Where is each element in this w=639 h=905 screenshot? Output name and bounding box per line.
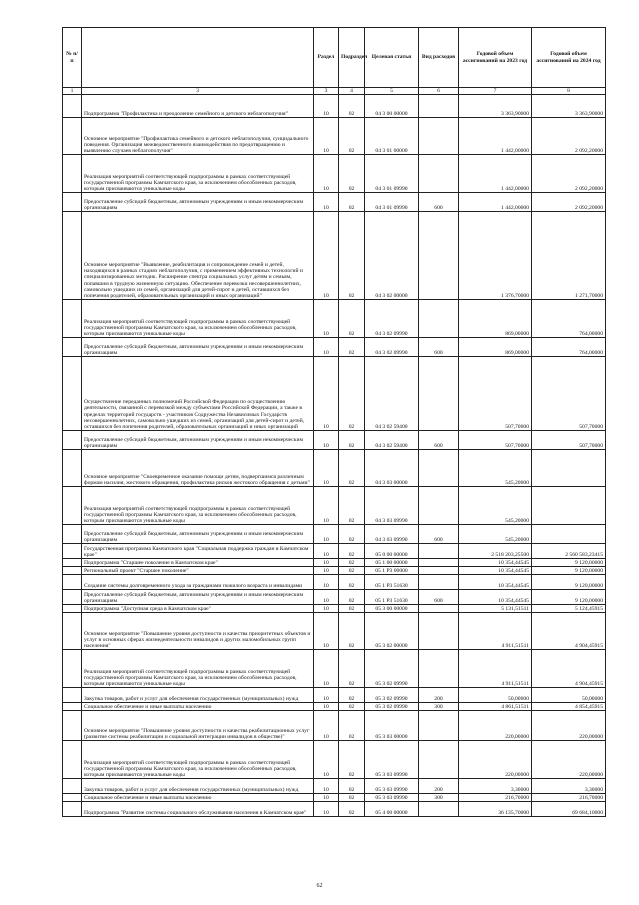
cell-num: [63, 567, 82, 575]
cell-num: [63, 212, 82, 300]
cell-code: 04 3 03 00000: [365, 450, 419, 487]
cell-num: [63, 300, 82, 338]
header-vid: Вид расходов: [419, 28, 459, 88]
cell-code: 04 3 02 09990: [365, 300, 419, 338]
cell-name: Подпрограмма "Доступная среда в Камчатском крае": [82, 605, 314, 613]
cell-code: 05 3 03 09990: [365, 794, 419, 802]
cell-razdel: 10: [314, 525, 339, 544]
table-row: [63, 544, 606, 559]
table-row: [63, 212, 606, 300]
cell-num: [63, 431, 82, 450]
budget-table: [62, 27, 606, 817]
cell-code: 05 3 03 09990: [365, 741, 419, 779]
cell-name: Основное мероприятие "Повышение уровня доступности и качества приоритетных объектов и услуг в основных сферах жизнедеятельности инвалидов и других маломобильных групп населения": [82, 613, 314, 650]
cell-razdel: 10: [314, 741, 339, 779]
cell-podrazdel: 02: [339, 544, 365, 559]
cell-code: 04 3 01 09990: [365, 193, 419, 212]
cell-name: Реализация мероприятий соответствующей подпрограммы в рамках соответствующей государственной программы Камчатского края, за исключением обособленных расходов, которым присваиваются уникальные коды: [82, 155, 314, 193]
cell-razdel: 10: [314, 193, 339, 212]
cell-y2023: 220,00000: [459, 711, 532, 741]
cell-num: [63, 338, 82, 357]
table-row: [63, 779, 606, 794]
cell-razdel: 10: [314, 650, 339, 688]
colnum: 5: [365, 88, 419, 95]
cell-vid: [419, 487, 459, 525]
cell-y2023: 507,70000: [459, 357, 532, 431]
cell-razdel: 10: [314, 95, 339, 118]
cell-num: [63, 741, 82, 779]
cell-y2024: 4 854,45915: [532, 703, 606, 711]
cell-y2024: 1 271,70000: [532, 212, 606, 300]
cell-code: 05 3 02 00000: [365, 613, 419, 650]
table-row: [63, 338, 606, 357]
cell-razdel: 10: [314, 688, 339, 703]
cell-name: Основное мероприятие "Повышение уровня доступности и качества реабилитационных услуг (развитие системы реабилитации и социальной интеграции инвалидов в обществе)": [82, 711, 314, 741]
cell-num: [63, 688, 82, 703]
cell-code: 04 3 03 09990: [365, 487, 419, 525]
header-name: [82, 28, 314, 88]
cell-podrazdel: 02: [339, 590, 365, 605]
cell-num: [63, 357, 82, 431]
table-row: [63, 431, 606, 450]
table-row: [63, 703, 606, 711]
header-tsel: Целевая статья: [365, 28, 419, 88]
cell-vid: [419, 605, 459, 613]
colnum: 8: [532, 88, 606, 95]
cell-y2023: 10 354,44545: [459, 559, 532, 567]
cell-y2024: 507,70000: [532, 357, 606, 431]
cell-y2024: 50,00000: [532, 688, 606, 703]
cell-y2023: 545,20000: [459, 450, 532, 487]
cell-num: [63, 155, 82, 193]
cell-num: [63, 193, 82, 212]
cell-podrazdel: 02: [339, 450, 365, 487]
cell-podrazdel: 02: [339, 357, 365, 431]
cell-razdel: 10: [314, 605, 339, 613]
cell-code: 04 3 03 09990: [365, 525, 419, 544]
cell-podrazdel: 02: [339, 613, 365, 650]
header-y2024: Годовой объем ассигнований на 2024 год: [532, 28, 606, 88]
cell-podrazdel: 02: [339, 559, 365, 567]
table-row: [63, 487, 606, 525]
cell-code: 05 3 02 09990: [365, 703, 419, 711]
cell-y2023: 507,70000: [459, 431, 532, 450]
cell-razdel: 10: [314, 779, 339, 794]
cell-y2024: 9 120,00000: [532, 575, 606, 590]
cell-name: Создание системы долговременного ухода за гражданами пожилого возраста и инвалидами: [82, 575, 314, 590]
cell-podrazdel: 02: [339, 605, 365, 613]
cell-razdel: 10: [314, 590, 339, 605]
cell-y2024: 9 120,00000: [532, 590, 606, 605]
table-row: [63, 575, 606, 590]
cell-code: 05 1 00 00000: [365, 559, 419, 567]
cell-y2024: 4 904,45915: [532, 613, 606, 650]
cell-name: Реализация мероприятий соответствующей подпрограммы в рамках соответствующей государственной программы Камчатского края, за исключением обособленных расходов, которым присваиваются уникальные коды: [82, 741, 314, 779]
cell-vid: [419, 559, 459, 567]
cell-name: Предоставление субсидий бюджетным, автономным учреждениям и иным некоммерческим организациям: [82, 338, 314, 357]
cell-vid: [419, 212, 459, 300]
cell-num: [63, 650, 82, 688]
table-row: [63, 590, 606, 605]
cell-y2024: 2 092,20000: [532, 118, 606, 155]
cell-y2023: 10 354,44545: [459, 567, 532, 575]
cell-vid: 600: [419, 525, 459, 544]
colnum: 6: [419, 88, 459, 95]
cell-y2024: 3 363,90000: [532, 95, 606, 118]
cell-code: 05 3 02 09990: [365, 688, 419, 703]
cell-vid: 300: [419, 794, 459, 802]
cell-vid: 600: [419, 338, 459, 357]
cell-y2023: 1 442,00000: [459, 155, 532, 193]
cell-y2023: 5 131,51511: [459, 605, 532, 613]
cell-razdel: 10: [314, 212, 339, 300]
cell-y2023: 4 911,51511: [459, 650, 532, 688]
cell-num: [63, 487, 82, 525]
cell-num: [63, 590, 82, 605]
cell-name: Закупка товаров, работ и услуг для обеспечения государственных (муниципальных) нужд: [82, 688, 314, 703]
cell-name: Подпрограмма "Профилактика и преодоление семейного и детского неблагополучия": [82, 95, 314, 118]
cell-y2023: 869,00000: [459, 300, 532, 338]
table-row: [63, 155, 606, 193]
cell-razdel: 10: [314, 118, 339, 155]
cell-num: [63, 559, 82, 567]
cell-podrazdel: 02: [339, 703, 365, 711]
cell-name: Социальное обеспечение и иные выплаты населению: [82, 703, 314, 711]
cell-num: [63, 605, 82, 613]
cell-vid: [419, 155, 459, 193]
cell-name: Закупка товаров, работ и услуг для обеспечения государственных (муниципальных) нужд: [82, 779, 314, 794]
cell-vid: 200: [419, 779, 459, 794]
cell-num: [63, 613, 82, 650]
cell-code: 05 3 03 09990: [365, 779, 419, 794]
cell-vid: [419, 450, 459, 487]
cell-y2024: [532, 487, 606, 525]
page-number: 62: [316, 883, 323, 889]
colnum: 3: [314, 88, 339, 95]
cell-num: [63, 794, 82, 802]
cell-y2023: 36 135,70000: [459, 802, 532, 817]
cell-code: 05 1 P3 51630: [365, 575, 419, 590]
cell-y2023: 10 354,44545: [459, 575, 532, 590]
cell-razdel: 10: [314, 357, 339, 431]
cell-name: Социальное обеспечение и иные выплаты населению: [82, 794, 314, 802]
cell-y2024: 2 560 583,23415: [532, 544, 606, 559]
cell-y2023: 3 363,90000: [459, 95, 532, 118]
cell-code: 04 3 02 00000: [365, 212, 419, 300]
cell-vid: [419, 711, 459, 741]
cell-num: [63, 779, 82, 794]
cell-podrazdel: 02: [339, 525, 365, 544]
cell-y2023: 545,20000: [459, 525, 532, 544]
cell-y2024: 4 904,45915: [532, 650, 606, 688]
cell-y2023: 220,00000: [459, 741, 532, 779]
cell-code: 04 3 01 09990: [365, 155, 419, 193]
cell-podrazdel: 02: [339, 650, 365, 688]
cell-name: Основное мероприятие "Выявление, реабилитация и сопровождение семей и детей, находящихся в разных стадиях неблагополучия, с применением эффективных технологий и специализированных методик. Расширение спектра социальных услуг детям и семьям, попавшим в трудную жизненную ситуацию. Обеспечение перевозки несовершеннолетних, самовольно ушедших из семей, организаций для детей-сирот и детей, оставшихся без попечения родителей, образовательных организаций и иных организаций": [82, 212, 314, 300]
cell-code: 04 3 01 00000: [365, 118, 419, 155]
table-row: [63, 567, 606, 575]
cell-y2024: 764,00000: [532, 338, 606, 357]
cell-name: Предоставление субсидий бюджетным, автономным учреждениям и иным некоммерческим организациям: [82, 431, 314, 450]
cell-razdel: 10: [314, 575, 339, 590]
cell-podrazdel: 02: [339, 300, 365, 338]
cell-y2023: 4 861,51511: [459, 703, 532, 711]
table-row: [63, 605, 606, 613]
cell-razdel: 10: [314, 338, 339, 357]
cell-name: Подпрограмма "Старшее поколение в Камчатском крае": [82, 559, 314, 567]
cell-y2023: 50,00000: [459, 688, 532, 703]
cell-vid: [419, 567, 459, 575]
cell-vid: [419, 802, 459, 817]
cell-podrazdel: 02: [339, 567, 365, 575]
cell-vid: [419, 575, 459, 590]
cell-name: Предоставление субсидий бюджетным, автономным учреждениям и иным некоммерческим организациям: [82, 525, 314, 544]
cell-y2024: 3,30000: [532, 779, 606, 794]
cell-y2024: 216,70000: [532, 794, 606, 802]
cell-y2024: 9 120,00000: [532, 567, 606, 575]
cell-code: 05 1 P3 00000: [365, 567, 419, 575]
cell-name: Реализация мероприятий соответствующей подпрограммы в рамках соответствующей государственной программы Камчатского края, за исключением обособленных расходов, которым присваиваются уникальные коды: [82, 487, 314, 525]
cell-name: Основное мероприятие "Своевременное оказание помощи детям, подвергшимся различным формам насилия, жестокого обращения, профилактика рисков жестокого обращения с детьми": [82, 450, 314, 487]
table-row: [63, 300, 606, 338]
header-podrazdel: Подраздел: [339, 28, 365, 88]
table-row: [63, 711, 606, 741]
header-razdel: Раздел: [314, 28, 339, 88]
cell-y2023: 1 376,70000: [459, 212, 532, 300]
table-row: [63, 95, 606, 118]
cell-podrazdel: 02: [339, 212, 365, 300]
cell-vid: 600: [419, 590, 459, 605]
cell-podrazdel: 02: [339, 741, 365, 779]
cell-podrazdel: 02: [339, 193, 365, 212]
cell-code: 05 3 02 09990: [365, 650, 419, 688]
cell-vid: 600: [419, 431, 459, 450]
cell-name: Предоставление субсидий бюджетным, автономным учреждениям и иным некоммерческим организациям: [82, 193, 314, 212]
cell-y2024: 507,70000: [532, 431, 606, 450]
table-row: [63, 193, 606, 212]
cell-podrazdel: 02: [339, 487, 365, 525]
table-body: [63, 95, 606, 817]
cell-podrazdel: 02: [339, 338, 365, 357]
cell-podrazdel: 02: [339, 155, 365, 193]
cell-podrazdel: 02: [339, 711, 365, 741]
cell-code: 04 3 00 00000: [365, 95, 419, 118]
cell-num: [63, 95, 82, 118]
cell-razdel: 10: [314, 559, 339, 567]
table-row: [63, 794, 606, 802]
cell-code: 04 3 02 09990: [365, 338, 419, 357]
cell-podrazdel: 02: [339, 118, 365, 155]
cell-vid: [419, 650, 459, 688]
cell-name: Реализация мероприятий соответствующей подпрограммы в рамках соответствующей государственной программы Камчатского края, за исключением обособленных расходов, которым присваиваются уникальные коды: [82, 650, 314, 688]
cell-y2023: 216,70000: [459, 794, 532, 802]
cell-name: Подпрограмма "Развитие системы социального обслуживания населения в Камчатском крае": [82, 802, 314, 817]
colnum: 4: [339, 88, 365, 95]
cell-razdel: 10: [314, 155, 339, 193]
table-row: [63, 525, 606, 544]
cell-podrazdel: 02: [339, 95, 365, 118]
cell-podrazdel: 02: [339, 802, 365, 817]
cell-code: 05 3 00 00000: [365, 605, 419, 613]
table-row: [63, 802, 606, 817]
header-num: № п/п: [63, 28, 82, 88]
cell-vid: [419, 613, 459, 650]
cell-razdel: 10: [314, 450, 339, 487]
cell-num: [63, 802, 82, 817]
table-row: [63, 357, 606, 431]
cell-podrazdel: 02: [339, 779, 365, 794]
cell-y2024: 220,00000: [532, 741, 606, 779]
cell-num: [63, 544, 82, 559]
colnum: 1: [63, 88, 82, 95]
cell-code: 05 1 P3 51630: [365, 590, 419, 605]
cell-razdel: 10: [314, 703, 339, 711]
cell-y2023: 545,20000: [459, 487, 532, 525]
cell-y2024: [532, 450, 606, 487]
cell-name: Основное мероприятие "Профилактика семейного и детского неблагополучия, суицидального поведения. Организация межведомственного взаимодействия по предотвращению и выявлению случаев неблагополучия": [82, 118, 314, 155]
cell-podrazdel: 02: [339, 794, 365, 802]
cell-razdel: 10: [314, 613, 339, 650]
cell-y2023: 4 911,51511: [459, 613, 532, 650]
cell-y2024: 220,00000: [532, 711, 606, 741]
cell-name: Предоставление субсидий бюджетным, автономным учреждениям и иным некоммерческим организациям: [82, 590, 314, 605]
cell-y2023: 1 442,00000: [459, 118, 532, 155]
cell-num: [63, 525, 82, 544]
header-row: [63, 28, 606, 88]
cell-num: [63, 450, 82, 487]
cell-vid: 600: [419, 193, 459, 212]
cell-y2024: 9 120,00000: [532, 559, 606, 567]
cell-code: 05 3 03 00000: [365, 711, 419, 741]
cell-num: [63, 118, 82, 155]
cell-y2024: 69 684,10000: [532, 802, 606, 817]
cell-y2024: 2 092,20000: [532, 155, 606, 193]
cell-vid: 200: [419, 688, 459, 703]
table-row: [63, 688, 606, 703]
cell-vid: [419, 741, 459, 779]
table-row: [63, 613, 606, 650]
cell-podrazdel: 02: [339, 688, 365, 703]
cell-vid: [419, 118, 459, 155]
cell-razdel: 10: [314, 794, 339, 802]
cell-code: 04 3 02 59400: [365, 357, 419, 431]
table-row: [63, 741, 606, 779]
colnum: 3: [82, 88, 314, 95]
table-row: [63, 450, 606, 487]
cell-num: [63, 703, 82, 711]
cell-y2024: 5 124,45915: [532, 605, 606, 613]
cell-razdel: 10: [314, 567, 339, 575]
cell-code: 05 4 00 00000: [365, 802, 419, 817]
cell-razdel: 10: [314, 431, 339, 450]
cell-podrazdel: 02: [339, 575, 365, 590]
cell-y2023: 3,30000: [459, 779, 532, 794]
cell-y2024: 2 092,20000: [532, 193, 606, 212]
cell-code: 04 3 02 59400: [365, 431, 419, 450]
cell-name: Государственная программа Камчатского края "Социальная поддержка граждан в Камчатском крае": [82, 544, 314, 559]
cell-name: Осуществление переданных полномочий Российской Федерации по осуществлению деятельности, связанной с перевозкой между субъектами Российской Федерации, а также в пределах территорий государств - участников Содружества Независимых Государств несовершеннолетних, самовольно ушедших из семей, организаций для детей-сирот и детей, оставшихся без попечения родителей, образовательных организаций и иных организаций: [82, 357, 314, 431]
colnum: 7: [459, 88, 532, 95]
cell-razdel: 10: [314, 711, 339, 741]
cell-y2024: 764,00000: [532, 300, 606, 338]
cell-razdel: 10: [314, 802, 339, 817]
table-row: [63, 559, 606, 567]
cell-y2023: 10 354,44545: [459, 590, 532, 605]
cell-num: [63, 575, 82, 590]
cell-razdel: 10: [314, 300, 339, 338]
cell-razdel: 10: [314, 544, 339, 559]
cell-code: 05 0 00 00000: [365, 544, 419, 559]
cell-y2023: 1 442,00000: [459, 193, 532, 212]
cell-podrazdel: 02: [339, 431, 365, 450]
header-y2023: Годовой объем ассигнований на 2023 год: [459, 28, 532, 88]
table-row: [63, 650, 606, 688]
cell-y2024: [532, 525, 606, 544]
column-number-row: [63, 88, 606, 95]
cell-vid: [419, 544, 459, 559]
cell-vid: [419, 357, 459, 431]
table-row: [63, 118, 606, 155]
cell-vid: 300: [419, 703, 459, 711]
cell-razdel: 10: [314, 487, 339, 525]
cell-name: Реализация мероприятий соответствующей подпрограммы в рамках соответствующей государственной программы Камчатского края, за исключением обособленных расходов, которым присваиваются уникальные коды: [82, 300, 314, 338]
cell-y2023: 2 518 203,25500: [459, 544, 532, 559]
cell-y2023: 869,00000: [459, 338, 532, 357]
cell-vid: [419, 95, 459, 118]
cell-vid: [419, 300, 459, 338]
cell-name: Региональный проект "Старшее поколение": [82, 567, 314, 575]
cell-num: [63, 711, 82, 741]
